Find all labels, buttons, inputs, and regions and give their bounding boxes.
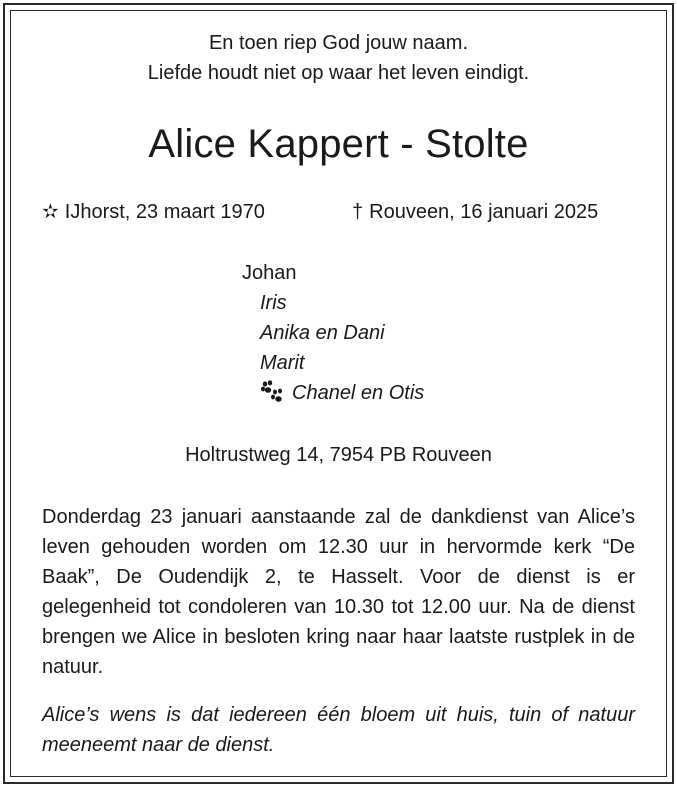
family-child: Anika en Dani — [260, 322, 385, 344]
service-paragraph: Donderdag 23 januari aanstaande zal de dankdienst van Alice’s leven gehouden worden om 12.30 uur in hervormde kerk “De Baak”, De Oudendijk 2, te Hasselt. Voor de dienst is er gelegenheid tot condoleren van 10.30 tot 12.00 uur. Na de dienst brengen we Alice in besloten kring naar haar laatste rustplek in de natuur. — [42, 506, 635, 678]
family-child: Marit — [260, 352, 305, 374]
family-pets — [260, 378, 424, 413]
death-text: Rouveen, 16 januari 2025 — [369, 201, 599, 223]
family-partner: Johan — [242, 262, 297, 284]
quote-line-2: Liefde houdt niet op waar het leven eindigt. — [147, 62, 530, 84]
cross-icon: † — [352, 201, 364, 223]
address: Holtrustweg 14, 7954 PB Rouveen — [185, 444, 492, 466]
closing-paragraph: Alice’s wens is dat iedereen één bloem uit huis, tuin of natuur meeneemt naar de dienst. — [42, 704, 635, 756]
pets-text: Chanel en Otis — [292, 382, 425, 404]
deceased-name: Alice Kappert - Stolte — [148, 122, 529, 166]
paw-icon — [260, 380, 286, 413]
birth-info — [42, 197, 265, 227]
death-info — [352, 197, 598, 227]
quote-line-1: En toen riep God jouw naam. — [208, 32, 469, 54]
birth-text: IJhorst, 23 maart 1970 — [64, 201, 265, 223]
star-icon: ✫ — [42, 201, 59, 223]
family-child: Iris — [260, 292, 287, 314]
